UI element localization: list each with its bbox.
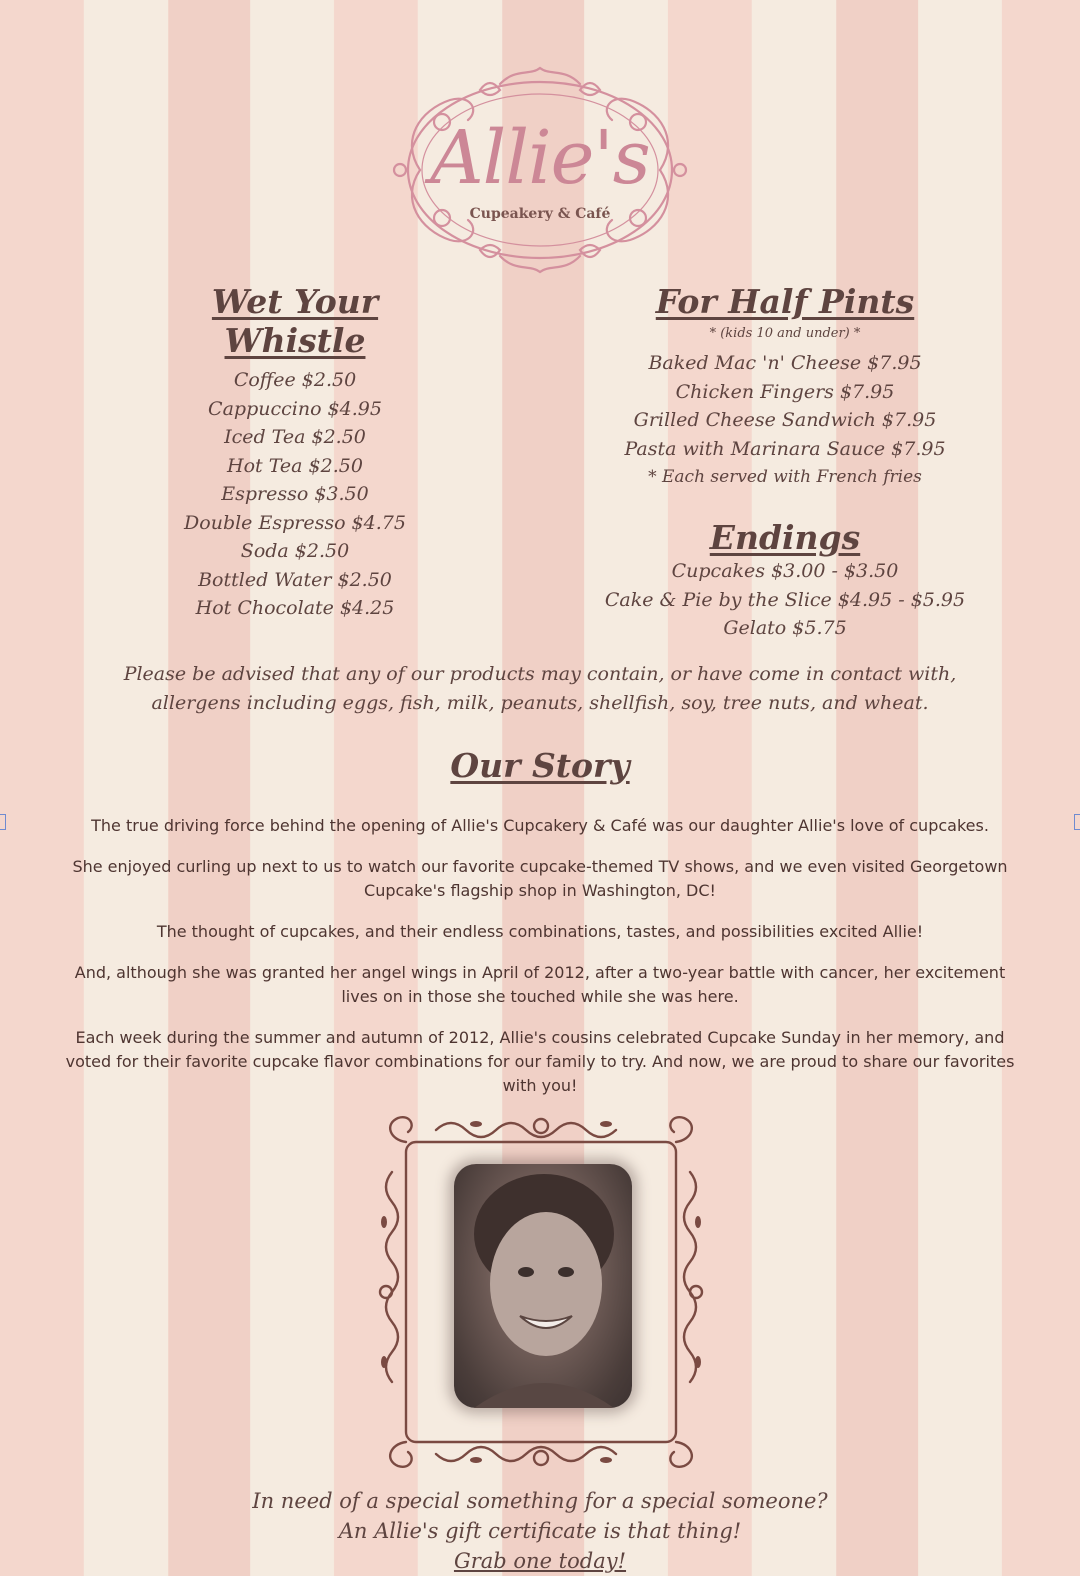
story-paragraph: The thought of cupcakes, and their endless combinations, tastes, and possibilities excited Allie! <box>156 922 924 941</box>
disclaimer-line: Please be advised that any of our products may contain, or have come in contact with, <box>123 663 957 685</box>
story-paragraph: And, although she was granted her angel wings in April of 2012, after a two-year battle with cancer, her excitement lives on in those she touched while she was here. <box>74 963 1006 1006</box>
menu-item: Espresso $3.50 <box>221 483 369 505</box>
disclaimer-line: allergens including eggs, fish, milk, peanuts, shellfish, soy, tree nuts, and wheat. <box>151 692 929 714</box>
story-paragraph: Each week during the summer and autumn of 2012, Allie's cousins celebrated Cupcake Sunday in her memory, and voted for their favorite cupcake flavor combinations for our family to try. And now, we are proud to share our favorites with you! <box>65 1028 1015 1095</box>
menu-item: Coffee $2.50 <box>233 369 357 391</box>
drinks-section <box>140 282 450 623</box>
endings-heading: Endings <box>709 518 861 557</box>
endings-section <box>590 518 980 643</box>
allergen-disclaimer <box>60 660 1020 718</box>
story-paragraph: She enjoyed curling up next to us to watch our favorite cupcake-themed TV shows, and we even visited Georgetown Cupcake's flagship shop in Washington, DC! <box>72 857 1008 900</box>
menu-item: Cupcakes $3.00 - $3.50 <box>671 560 899 582</box>
logo-name: Allie's <box>430 115 650 201</box>
logo-subtitle: Cupeakery & Café <box>469 206 611 222</box>
gift-certificate-promo <box>160 1486 920 1576</box>
kids-heading: For Half Pints <box>655 282 915 321</box>
menu-item: Chicken Fingers $7.95 <box>675 380 895 403</box>
menu-item: Hot Tea $2.50 <box>227 454 363 477</box>
menu-item: Hot Chocolate $4.25 <box>195 597 395 619</box>
portrait-image <box>454 1164 632 1408</box>
promo-line: Grab one today! <box>453 1549 627 1573</box>
logo <box>380 60 700 280</box>
kids-note: * (kids 10 and under) * <box>709 326 861 341</box>
menu-item: Grilled Cheese Sandwich $7.95 <box>633 409 937 431</box>
left-edge-marker[interactable] <box>0 814 6 830</box>
menu-item: Baked Mac 'n' Cheese $7.95 <box>648 352 922 374</box>
fries-note: * Each served with French fries <box>648 467 922 487</box>
story-heading: Our Story <box>450 746 630 785</box>
story-paragraph: The true driving force behind the opening of Allie's Cupcakery & Café was our daughter Allie's love of cupcakes. <box>91 816 989 835</box>
menu-item: Double Espresso $4.75 <box>184 511 406 534</box>
menu-item: Iced Tea $2.50 <box>224 426 366 448</box>
kids-section <box>590 282 980 492</box>
story-text <box>60 814 1020 1115</box>
right-edge-marker[interactable] <box>1074 814 1080 830</box>
menu-item: Bottled Water $2.50 <box>198 568 392 591</box>
portrait-photo <box>454 1164 632 1408</box>
menu-item: Soda $2.50 <box>240 540 350 562</box>
menu-item: Cake & Pie by the Slice $4.95 - $5.95 <box>604 588 966 611</box>
promo-line: An Allie's gift certificate is that thing! <box>338 1519 742 1543</box>
menu-item: Cappuccino $4.95 <box>208 397 382 420</box>
promo-line: In need of a special something for a special someone? <box>252 1489 828 1513</box>
drinks-heading: Wet Your Whistle <box>211 282 379 360</box>
menu-item: Pasta with Marinara Sauce $7.95 <box>624 437 946 460</box>
menu-item: Gelato $5.75 <box>723 617 847 639</box>
